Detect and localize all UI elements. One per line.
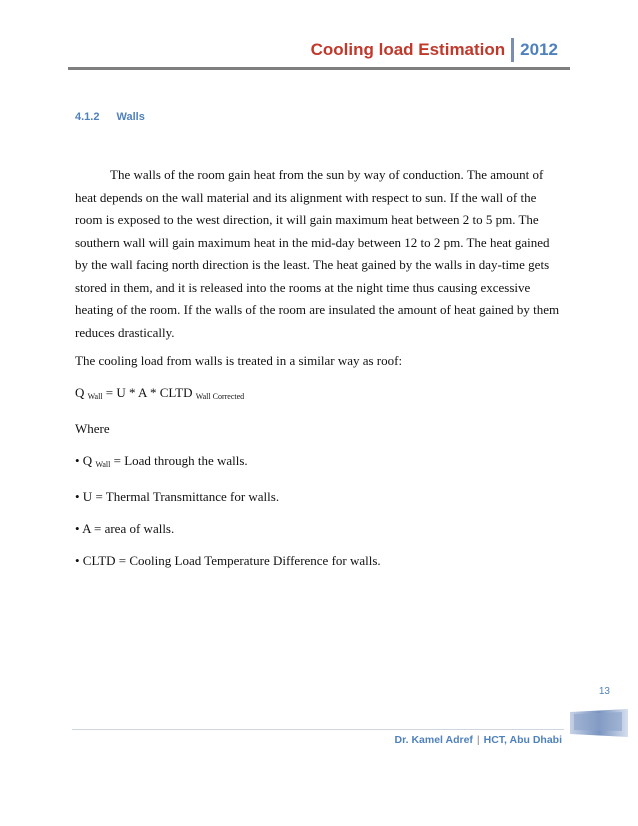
bullet-cltd: • CLTD = Cooling Load Temperature Difference for walls. [75, 553, 381, 568]
bullet-q-prefix: • Q [75, 453, 93, 468]
formula-cltd-subscript: Wall Corrected [195, 392, 245, 401]
bullet-q-subscript: Wall [95, 460, 111, 469]
section-heading [75, 111, 145, 123]
page-number: 13 [598, 686, 610, 697]
document-title: Cooling load Estimation [310, 40, 506, 59]
section-title: Walls [116, 111, 145, 123]
page-header [311, 38, 558, 60]
bullet-u: • U = Thermal Transmittance for walls. [75, 489, 280, 504]
formula-line [75, 385, 560, 405]
footer-institution: HCT, Abu Dhabi [483, 734, 562, 746]
footer-author: Dr. Kamel Adref [394, 734, 473, 746]
formula-rhs: = U * A * CLTD [105, 385, 193, 400]
formula-q: Q [75, 385, 85, 400]
bullet-q-text: = Load through the walls. [113, 453, 248, 468]
body-text [75, 164, 560, 569]
body-paragraph: The walls of the room gain heat from the sun by way of conduction. The amount of heat depends on the wall material and its alignment with respect to sun. If the wall of the room is exposed to the west direction, it will gain maximum heat between 2 to 5 pm. The southern wall will gain maximum heat in the mid-day between 12 to 2 pm. The heat gained by the wall facing north direction is the least. The heat gained by the walls in day-time gets stored in them, and it is released into the rooms at the night time thus causing excessive heating of the room. If the walls of the room are insulated the amount of heat gained by them reduces drastically. [75, 167, 560, 340]
formula-q-subscript: Wall [87, 392, 103, 401]
bullet-q-wall [75, 453, 560, 473]
page-tab-decoration [570, 709, 628, 737]
section-number: 4.1.2 [75, 111, 100, 123]
bullet-a: • A = area of walls. [75, 521, 175, 536]
footer-separator: | [476, 734, 480, 746]
footer-rule [72, 729, 564, 730]
document-year: 2012 [520, 40, 558, 59]
page-footer [395, 734, 562, 746]
header-rule [68, 67, 570, 70]
where-label: Where [75, 421, 110, 436]
intro-line: The cooling load from walls is treated in a similar way as roof: [75, 353, 403, 368]
